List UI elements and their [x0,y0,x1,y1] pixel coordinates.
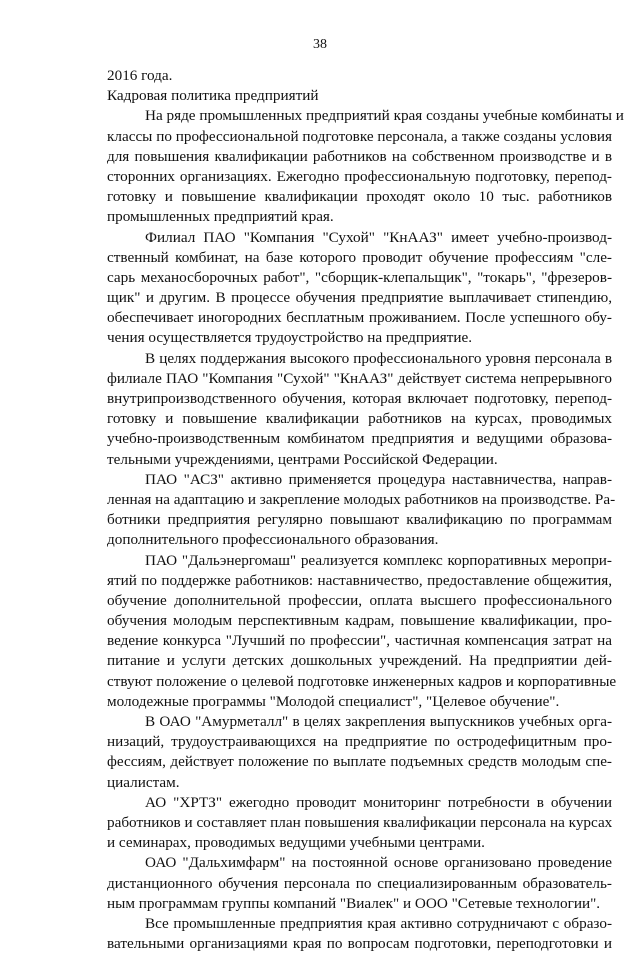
text-line: тельными учреждениями, центрами Российской Федерации. [107,450,498,468]
text-line: дистанционного обучения персонала по специализированным образователь- [107,874,612,892]
text-line: низаций, трудоустраивающихся на предприятие по остродефицитным про- [107,733,612,751]
paragraph-first-line: ПАО "АСЗ" активно применяется процедура наставничества, направ- [145,470,612,488]
text-line: обеспечивает иногородних бесплатным проживанием. После успешного обу- [107,309,612,327]
text-line: ным программам группы компаний "Виалек" и ООО "Сетевые технологии". [107,894,601,912]
text-line: ботники предприятия регулярно повышают квалификацию по программам [107,511,612,529]
text-line: сторонних организациях. Ежегодно профессиональную подготовку, перепод- [107,167,612,185]
text-line: фессиям, действует положение по выплате подъемных средств молодым спе- [107,753,612,771]
text-line: ствуют положение о целевой подготовке инженерных кадров и корпоративные [107,672,617,690]
text-line: и семинарах, проводимых ведущими учебными центрами. [107,834,485,852]
text-line: внутрипроизводственного обучения, которая включает подготовку, перепод- [107,390,612,407]
paragraph-first-line: ПАО "Дальэнергомаш" реализуется комплекс корпоративных меропри- [145,551,612,569]
text-line: сарь механосборочных работ", "сборщик-клепальщик", "токарь", "фрезеров- [107,268,612,286]
text-line: ственный комбинат, на базе которого проводит обучение профессиям "сле- [107,248,612,266]
text-line: ленная на адаптацию и закрепление молодых работников на производстве. Ра- [107,490,616,508]
paragraph-first-line: Все промышленные предприятия края активно сотрудничают с образо- [145,914,612,932]
text-line: 2016 года. [107,67,173,84]
page-number: 38 [313,37,327,52]
text-line: дополнительного профессионального образования. [107,531,439,549]
text-line: готовку и повышение квалификации работников на курсах, проводимых [107,410,612,428]
text-line: циалистам. [107,773,180,791]
paragraph-first-line: В целях поддержания высокого профессионального уровня персонала в [145,349,612,367]
text-line: для повышения квалификации работников на собственном производстве и в [107,147,612,165]
text-line: питание и услуги детских дошкольных учреждений. На предприятии дей- [107,652,612,670]
text-line: ятий по поддержке работников: наставничество, предоставление общежития, [107,571,612,589]
text-line: промышленных предприятий края. [107,208,334,226]
text-line: молодежные программы "Молодой специалист", "Целевое обучение". [107,692,560,710]
text-line: вательными организациями края по вопросам подготовки, переподготовки и [107,935,612,953]
text-line: учебно-производственным комбинатом предприятия и ведущими образова- [107,430,612,448]
document-body [107,66,624,954]
text-line: обучение дополнительной профессии, оплата высшего профессионального [107,591,612,609]
paragraph-first-line: На ряде промышленных предприятий края созданы учебные комбинаты и [145,107,624,125]
paragraph-first-line: АО "ХРТЗ" ежегодно проводит мониторинг потребности в обучении [145,793,612,811]
text-line: классы по профессиональной подготовке персонала, а также созданы условия [107,127,612,145]
paragraph-first-line: В ОАО "Амурметалл" в целях закрепления выпускников учебных орга- [145,713,612,730]
paragraph-first-line: ОАО "Дальхимфарм" на постоянной основе организовано проведение [145,854,612,872]
paragraph-first-line: Филиал ПАО "Компания "Сухой" "КнААЗ" имеет учебно-производ- [145,228,612,246]
text-line: чения осуществляется трудоустройство на предприятие. [107,329,473,347]
text-line: Кадровая политика предприятий [107,87,319,105]
text-line: щик" и другим. В процессе обучения предприятие выплачивает стипендию, [107,289,612,307]
text-line: обучения молодым перспективным кадрам, повышение квалификации, про- [107,612,612,630]
text-line: готовку и повышение квалификации проходят около 10 тыс. работников [107,188,612,206]
text-line: филиале ПАО "Компания "Сухой" "КнААЗ" действует система непрерывного [107,369,612,387]
text-line: ведение конкурса "Лучший по профессии", частичная компенсация затрат на [107,632,612,650]
text-line: работников и составляет план повышения квалификации персонала на курсах [107,813,613,831]
